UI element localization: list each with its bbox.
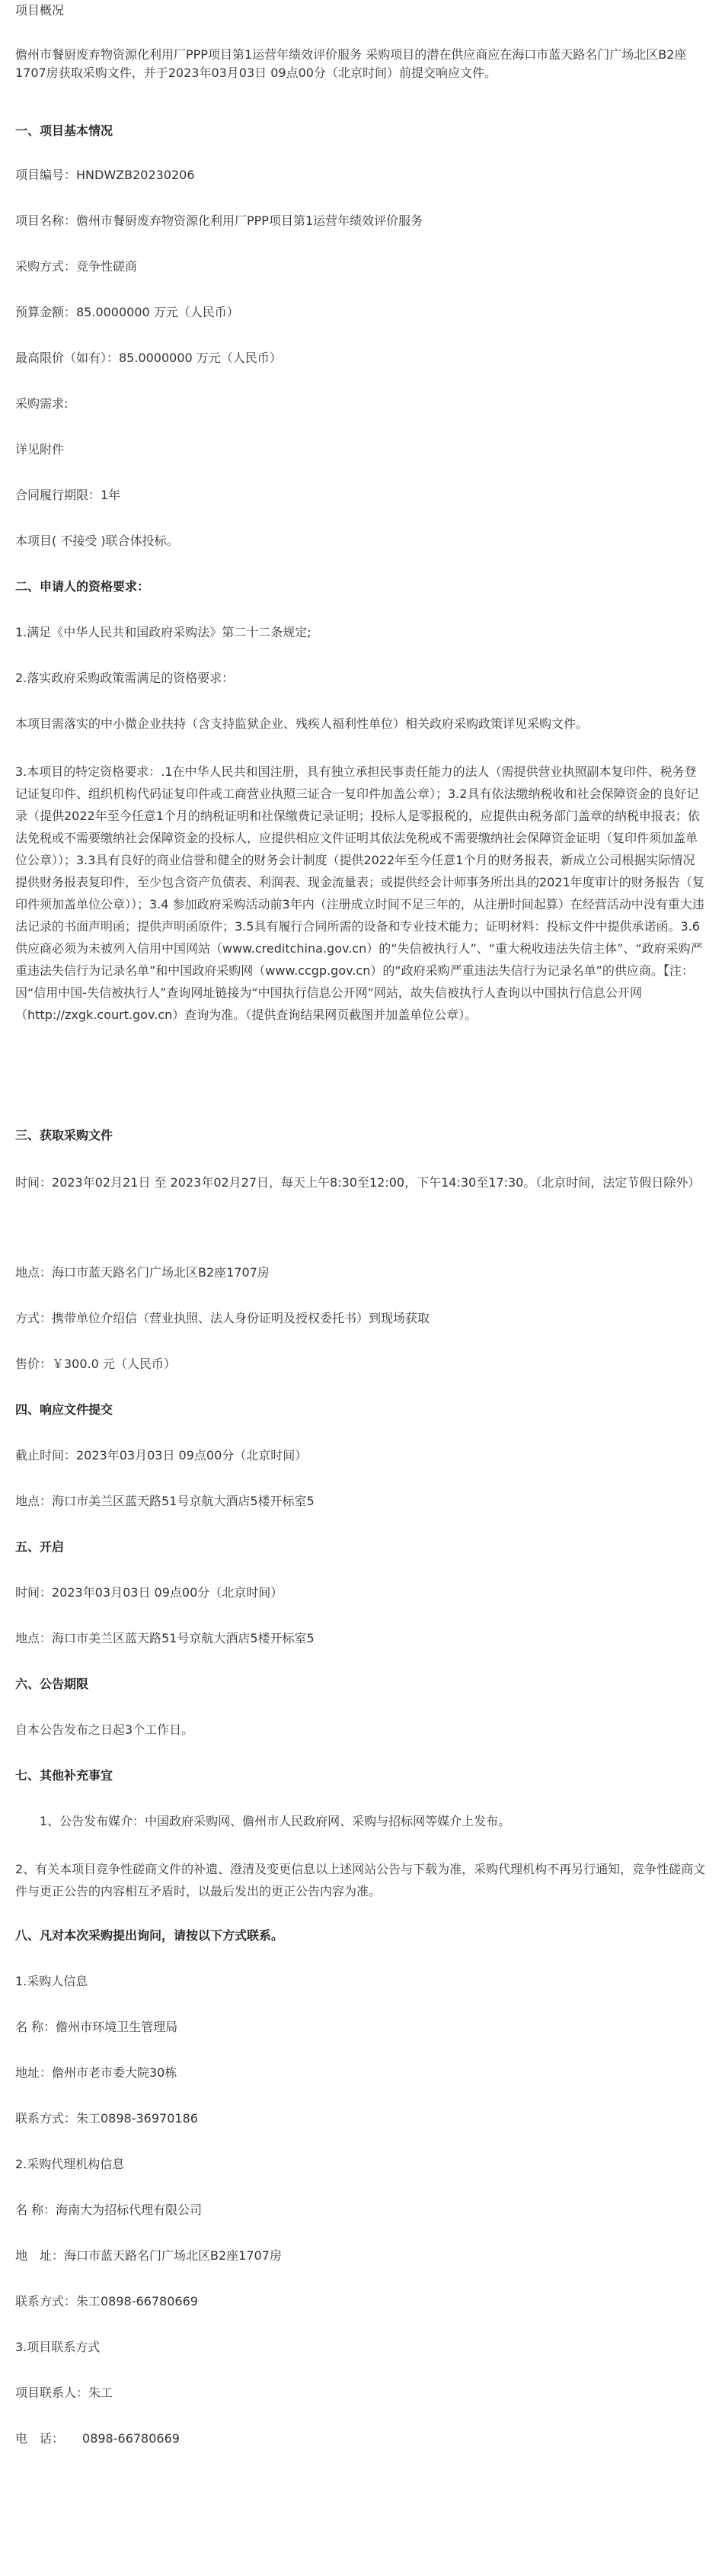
section-2-title: 二、申请人的资格要求： (15, 579, 150, 594)
procurement-requirement: 采购需求: (15, 396, 69, 411)
project-contact-person: 项目联系人：朱工 (15, 2385, 113, 2400)
section-3-title: 三、获取采购文件 (15, 1128, 113, 1142)
opening-place: 地点：海口市美兰区蓝天路51号京航大酒店5楼开标室5 (15, 1631, 315, 1645)
budget-amount: 预算金额：85.0000000 万元（人民币） (15, 305, 239, 319)
agent-info-title: 2.采购代理机构信息 (15, 2157, 125, 2171)
overview-heading: 项目概况 (15, 3, 65, 18)
qualification-item-2: 2.落实政府采购政策需满足的资格要求： (15, 671, 235, 685)
procurement-method: 采购方式：竞争性磋商 (15, 259, 138, 274)
agent-contact: 联系方式：朱工0898-66780669 (15, 2294, 198, 2308)
section-4-title: 四、响应文件提交 (15, 1402, 113, 1417)
submission-place: 地点：海口市美兰区蓝天路51号京航大酒店5楼开标室5 (15, 1494, 315, 1508)
acquire-place: 地点：海口市蓝天路名门广场北区B2座1707房 (15, 1265, 270, 1280)
project-number: 项目编号：HNDWZB20230206 (15, 168, 195, 182)
section-8-title: 八、凡对本次采购提出询问，请按以下方式联系。 (15, 1928, 284, 1943)
buyer-address: 地址：儋州市老市委大院30栋 (15, 2065, 177, 2080)
phone-label: 电 话： (15, 2431, 65, 2446)
qualification-item-2-text: 本项目需落实的中小微企业扶持（含支持监狱企业、残疾人福利性单位）相关政府采购政策详见采购文件。 (15, 716, 589, 731)
section-5-title: 五、开启 (15, 1540, 65, 1554)
contract-period: 合同履行期限：1年 (15, 488, 121, 502)
opening-time: 时间：2023年03月03日 09点00分（北京时间） (15, 1585, 283, 1600)
announcement-period: 自本公告发布之日起3个工作日。 (15, 1722, 194, 1737)
supplement-item-1: 1、公告发布媒介：中国政府采购网、儋州市人民政府网、采购与招标网等媒介上发布。 (40, 1814, 511, 1828)
buyer-name: 名 称：儋州市环境卫生管理局 (15, 2020, 178, 2034)
section-7-title: 七、其他补充事宜 (15, 1768, 113, 1783)
max-price: 最高限价（如有）：85.0000000 万元（人民币） (15, 351, 282, 365)
project-name: 项目名称：儋州市餐厨废弃物资源化利用厂PPP项目第1运营年绩效评价服务 (15, 213, 423, 228)
acquire-way: 方式：携带单位介绍信（营业执照、法人身份证明及授权委托书）到现场获取 (15, 1311, 430, 1325)
requirement-detail: 详见附件 (15, 442, 65, 457)
overview-text: 儋州市餐厨废弃物资源化利用厂PPP项目第1运营年绩效评价服务 采购项目的潜在供应商应在海口市蓝天路名门广场北区B2座1707房获取采购文件，并于2023年03月03日 09点00分（北京时间）前提交响应文件。 (15, 47, 687, 80)
qualification-item-1: 1.满足《中华人民共和国政府采购法》第二十二条规定; (15, 625, 311, 639)
agent-address: 地 址：海口市蓝天路名门广场北区B2座1707房 (15, 2248, 282, 2263)
project-contact-title: 3.项目联系方式 (15, 2340, 101, 2354)
buyer-info-title: 1.采购人信息 (15, 1974, 88, 1988)
supplement-item-2: 2、有关本项目竞争性磋商文件的补遗、澄清及变更信息以上述网站公告与下载为准，采购代理机构不再另行通知，竞争性磋商文件与更正公告的内容相互矛盾时，以最后发出的更正公告内容为准。 (15, 1862, 706, 1898)
submission-deadline: 截止时间：2023年03月03日 09点00分（北京时间） (15, 1448, 308, 1463)
qualification-item-3: 3.本项目的特定资格要求：.1在中华人民共和国注册，具有独立承担民事责任能力的法人（需提供营业执照副本复印件、税务登记证复印件、组织机构代码证复印件或工商营业执照三证合一复印件加盖公章）；3.2具有依法缴纳税收和社会保障资金的良好记录（提供2022年至今任意1个月的纳税证明和社保缴费记录证明；投标人是零报税的，应提供由税务部门盖章的纳税申报表；依法免税或不需要缴纳社会保障资金的投标人，应提供相应文件证明其依法免税或不需要缴纳社会保障资金证明（复印件须加盖单位公章））；3.3具有良好的商业信誉和健全的财务会计制度（提供2022年至今任意1个月的财务报表，新成立公司根据实际情况提供财务报表复印件，至少包含资产负债表、利润表、现金流量表；或提供经会计师事务所出具的2021年度审计的财务报告（复印件须加盖单位公章））；3.4 参加政府采购活动前3年内（注册成立时间不足三年的，从注册时间起算）在经营活动中没有重大违法记录的书面声明函；提供声明函原件；3.5具有履行合同所需的设备和专业技术能力；证明材料：投标文件中提供承诺函。3.6供应商必须为未被列入信用中国网站（www.creditchina.gov.cn）的“失信被执行人”、“重大税收违法失信主体”、“政府采购严重违法失信行为记录名单”和中国政府采购网（www.ccgp.gov.cn）的“政府采购严重违法失信行为记录名单”的供应商。【注：因“信用中国-失信被执行人”查询网址链接为“中国执行信息公开网”网站，故失信被执行人查询以中国执行信息公开网（http://zxgk.court.gov.cn）查询为准。（提供查询结果网页截图并加盖单位公章）。 (15, 764, 704, 1022)
project-phone (15, 2430, 707, 2448)
agent-name: 名 称：海南大为招标代理有限公司 (15, 2203, 203, 2217)
section-1-title: 一、项目基本情况 (15, 123, 113, 138)
buyer-contact: 联系方式：朱工0898-36970186 (15, 2111, 198, 2126)
consortium-note: 本项目( 不接受 )联合体投标。 (15, 533, 179, 548)
document-price: 售价：￥300.0 元（人民币） (15, 1357, 176, 1371)
acquire-time: 时间：2023年02月21日 至 2023年02月27日，每天上午8:30至12:00，下午14:30至17:30。（北京时间，法定节假日除外） (15, 1175, 701, 1190)
phone-value: 0898-66780669 (82, 2431, 180, 2446)
section-6-title: 六、公告期限 (15, 1677, 89, 1691)
